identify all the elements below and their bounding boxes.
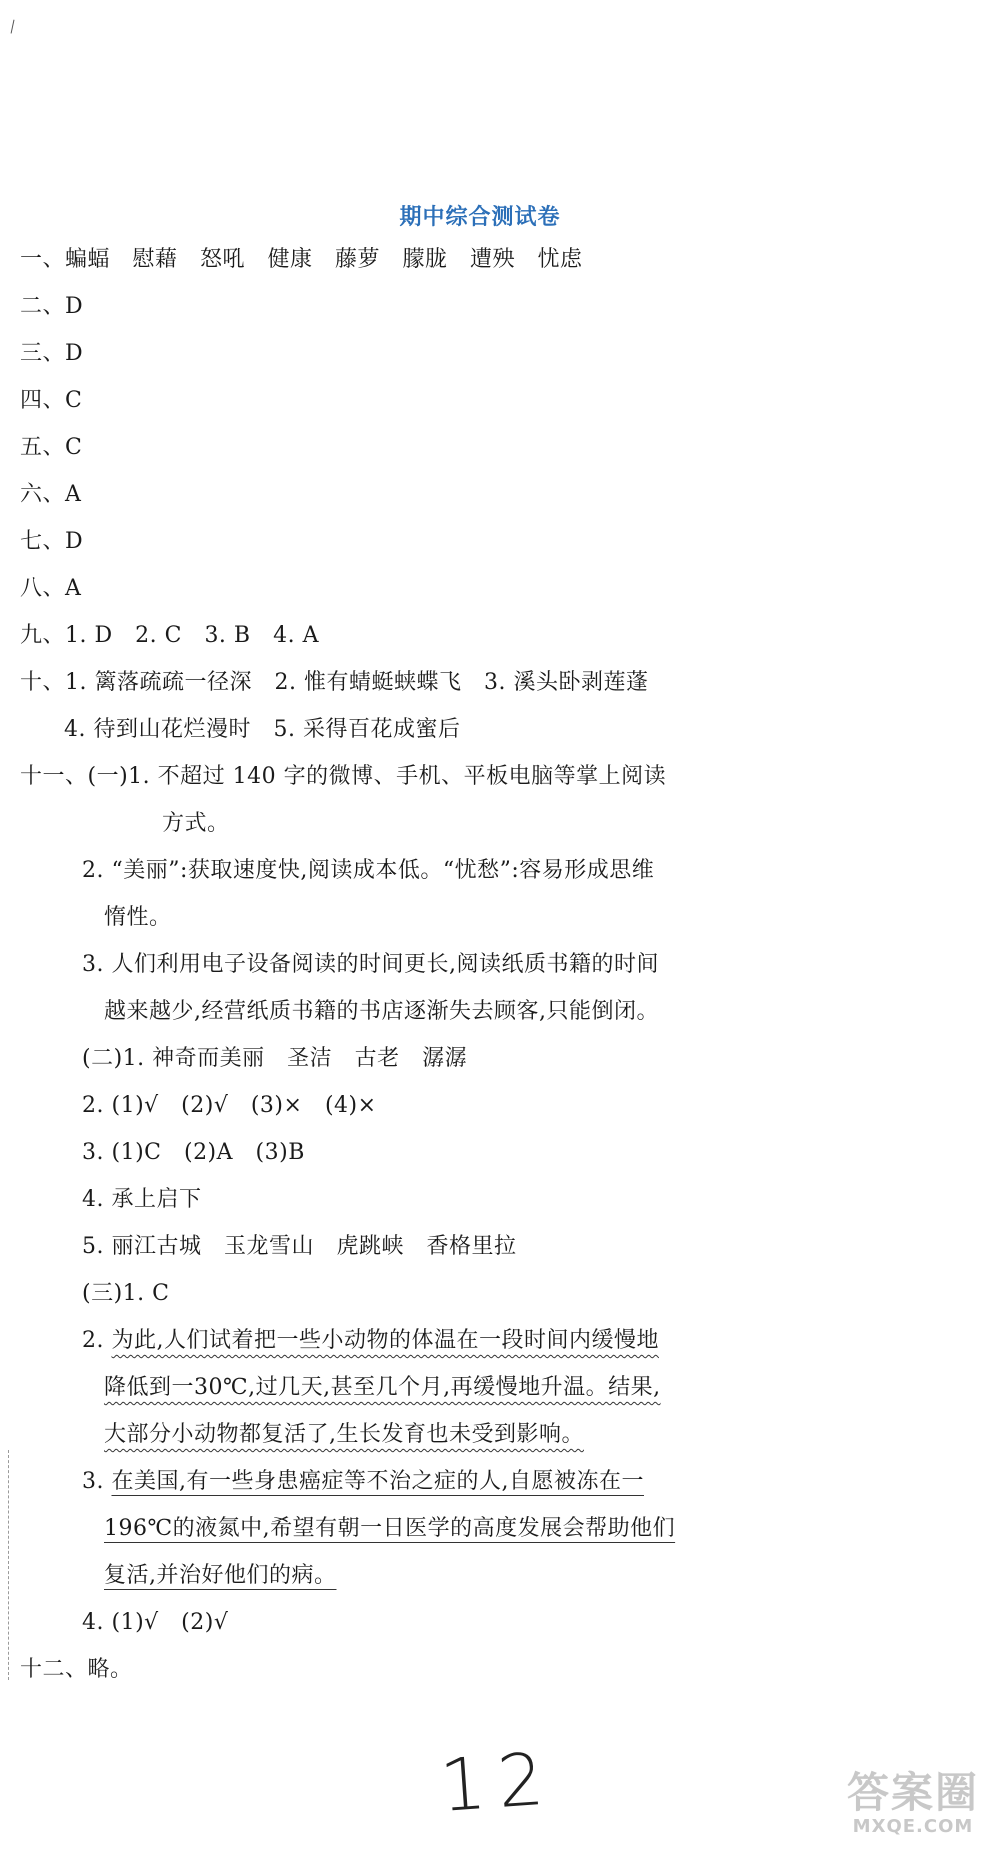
answer-line: (二)1. 神奇而美丽 圣洁 古老 潺潺 bbox=[82, 1046, 468, 1071]
answer-line: 3. (1)C (2)A (3)B bbox=[82, 1140, 305, 1165]
answer-line: 4. 待到山花烂漫时 5. 采得百花成蜜后 bbox=[64, 717, 461, 742]
watermark bbox=[838, 1770, 988, 1837]
answer-line: 三、D bbox=[20, 341, 84, 366]
answer-line: 一、蝙蝠 慰藉 怒吼 健康 藤萝 朦胧 遭殃 忧虑 bbox=[20, 247, 583, 272]
answer-line: 5. 丽江古城 玉龙雪山 虎跳峡 香格里拉 bbox=[82, 1234, 517, 1259]
watermark-site: MXQE.COM bbox=[852, 1816, 974, 1837]
answer-line: 2. “美丽”:获取速度快,阅读成本低。“忧愁”:容易形成思维 bbox=[82, 858, 655, 883]
answer-line: 方式。 bbox=[162, 811, 230, 836]
item-number: 2. bbox=[82, 1328, 112, 1353]
answer-line: 七、D bbox=[20, 529, 84, 554]
underlined-text: 196℃的液氮中,希望有朝一日医学的高度发展会帮助他们 bbox=[104, 1516, 676, 1541]
answer-line: 越来越少,经营纸质书籍的书店逐渐失去顾客,只能倒闭。 bbox=[104, 999, 659, 1024]
answer-line bbox=[104, 1514, 675, 1544]
answer-line bbox=[104, 1561, 337, 1591]
item-number: 3. bbox=[82, 1469, 112, 1494]
answer-line: (三)1. C bbox=[82, 1281, 170, 1306]
answer-line: 十二、略。 bbox=[20, 1657, 133, 1682]
wavy-underlined-text: 大部分小动物都复活了,生长发育也未受到影响。 bbox=[104, 1422, 584, 1447]
binding-edge-line bbox=[8, 1450, 9, 1680]
answer-line: 二、D bbox=[20, 294, 84, 319]
wavy-underlined-text: 降低到一30℃,过几天,甚至几个月,再缓慢地升温。结果, bbox=[104, 1375, 661, 1400]
answer-line: 九、1. D 2. C 3. B 4. A bbox=[20, 623, 319, 648]
answer-line: 五、C bbox=[20, 435, 83, 460]
answer-line: 十、1. 篱落疏疏一径深 2. 惟有蜻蜓蛱蝶飞 3. 溪头卧剥莲蓬 bbox=[20, 670, 649, 695]
wavy-underlined-text: 为此,人们试着把一些小动物的体温在一段时间内缓慢地 bbox=[111, 1328, 659, 1353]
answer-line: 4. 承上启下 bbox=[82, 1187, 202, 1212]
answer-line bbox=[82, 1326, 659, 1356]
answer-line: 3. 人们利用电子设备阅读的时间更长,阅读纸质书籍的时间 bbox=[82, 952, 659, 977]
answer-line: 八、A bbox=[20, 576, 82, 601]
answer-line: 2. (1)√ (2)√ (3)× (4)× bbox=[82, 1093, 377, 1118]
answer-line: 惰性。 bbox=[104, 905, 172, 930]
answer-line: 十一、(一)1. 不超过 140 字的微博、手机、平板电脑等掌上阅读 bbox=[20, 764, 667, 789]
underlined-text: 复活,并治好他们的病。 bbox=[104, 1563, 337, 1588]
answer-line bbox=[82, 1467, 644, 1497]
answer-line: 四、C bbox=[20, 388, 83, 413]
underlined-text: 在美国,有一些身患癌症等不治之症的人,自愿被冻在一 bbox=[111, 1469, 644, 1494]
watermark-logo: 答案圈 bbox=[846, 1768, 979, 1817]
handwritten-page-number: 12 bbox=[437, 1736, 559, 1828]
answer-line bbox=[104, 1373, 661, 1403]
answer-line: 4. (1)√ (2)√ bbox=[82, 1610, 229, 1635]
page-title: 期中综合测试卷 bbox=[399, 204, 561, 230]
corner-mark bbox=[11, 20, 19, 35]
answer-line: 六、A bbox=[20, 482, 82, 507]
answer-line bbox=[104, 1420, 584, 1450]
